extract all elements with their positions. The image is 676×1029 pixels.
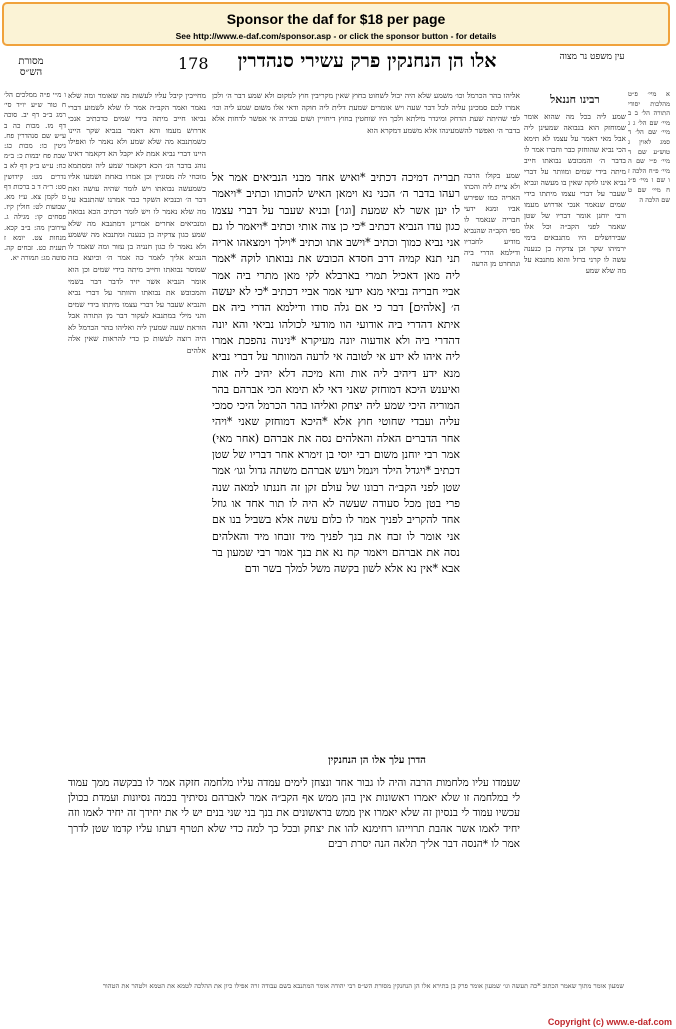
- rabbeinu-chananel-text: שמע ליה בכל מה שהוא אומר שמוחזק הוא בנבואה שמעינן ליה אבל מאי דאמר על עצמו לא תימא הכי נביא שהוחזק כבר וחברו אמר לו בדבר ה׳ והמכובש נבואתו חייב מיתה בידי שמים ומוותר על דברי נביא אינו לוקה שאין בו מעשה ונביא שעבר על דברי עצמו מיתתו בידי שמים שנאמר אנכי אדרוש מעמו ורבי יוחנן אומר דבריו של שטן שאמר לפני הקב״ה וכל אלו שבירושלים היו מתנבאים בימי ירמיהו שקר וכן צדקיה בן כנענה עשה לו קרני ברזל והוא מתנבא על מה שלא שמע: [524, 112, 626, 275]
- sponsor-banner[interactable]: [2, 2, 670, 46]
- rabbeinu-chananel-column: [524, 90, 626, 1008]
- hadran-heading: הדרן עלך אלו הן הנחנקין: [328, 755, 426, 766]
- gemara-main-text: תבריה דמיכה דכתיב *ואיש אחד מבני הנביאים אמר אל רעהו בדבר ה׳ הכני נא וימאן האיש להכותו וכתיב *ויאמר לו יען אשר לא שמעת [וגו׳] ובניא שעבר על דברי עצמו כגון עדו הנביא דכתיב *כי כן צוה אותי וכתיב *ויאמר לו גם אני נביא כמוך וכתיב *וישב אתו וכתיב *וילך וימצאהו אריה תני תנא קמיה דרב חסדא הכובש את נבואתו לוקה *אמר ליה מאן דאכיל תמרי בארבלא לקי מאן מתרי ביה אמר אביי חבריה נביאי מנא ידעי אמר אביי דכתיב *כי לא יעשה ה׳ [אלהים] דבר כי אם גלה סודו ודילמא הדרי ביה אם איתא דהדרי ביה אודועי הוו מודעי לכולהו נביאי והא יונה דהדרי ביה ולא אודעוה יונה מעיקרא *נינוה נהפכת אמרו ליה איהו לא ידע אי לטובה אי לרעה המוותר על דברי נביא מנא ידע דיהיב ליה אות והא מיכה דלא יהיב ליה אות ואיענש היכא דמוחזק שאני דאי לא תימא הכי אברהם בהר המוריה היכי שמע ליה יצחק ואליהו בהר הכרמל היכי סמכי עליה ועבדי שחוטי חוץ אלא *היכא דמוחזק שאני *ויהי אחר הדברים האלה והאלהים נסה את אברהם (אחר מאי) אמר רבי יוחנן משום רבי יוסי בן זימרא אחר דבריו של שטן דכתיב *ויגדל הילד ויגמל ויעש אברהם משתה גדול וגו׳ אמר שטן לפני הקב״ה רבונו של עולם זקן זה חננתו למאה שנה פרי בטן מכל סעודה שעשה לא היה לו תור אחד או גוזל אחד להקריב לפניך אמר לו כלום עשה אלא בשביל בנו אם אני אומר לו זבח את בנך לפניך מיד זובחו מיד והאלהים נסה את אברהם ויאמר קח נא את בנך אמר רבי שמעון בר אבא *אין נא אלא לשון בקשה משל למלך בשר ודם: [212, 171, 460, 576]
- sponsor-title[interactable]: Sponsor the daf for $18 per page: [226, 11, 446, 27]
- talmud-page: [2, 50, 670, 1012]
- ein-mishpat-column: א מיי׳ פ״ט מהלכות יסודי התורה הל׳ ב ב מיי׳ שם הל׳ ג ג מיי׳ שם הל׳ ד סמג לאוין ג טוש״ע שם ד מיי׳ פ״י שם ה מיי׳ פ״ח הלכה ז ו שם ז מיי׳ פ״ג ח מיי׳ שם ט שם הלכה ה: [628, 90, 670, 204]
- rabbeinu-chananel-title: רבינו חננאל: [550, 93, 600, 106]
- sponsor-subtitle[interactable]: See http://www.e-daf.com/sponsor.asp - or click the sponsor button - for details: [175, 31, 497, 41]
- masoret-hashas-column: ו מ״י פ״ה ממלכים הל׳ ח טור ש״ע יו״ד סי׳ רמג ב״ב דף יב. סוכה דף מז. מכות כה ב ע״ש שם סנהדרין פח. גיטין כו: מכות כג: שבת פח יבמות כ: ב״מ כח: ע״ש ב״ק דף לא ב נדרים מט: קידושין סט: ר״ה ד ב ברכות דף ט לקמן צא. ע״ז מא. שבועות לט: חולין קיז. פסחים קו: מגילה ג. עירובין מה: ב״ב קכא. מנחות צט. יומא ז תענית כט. זבחים קה. סוטה מג: תמורה יא.: [4, 91, 66, 263]
- commentary-top-block: אליהו בהר הכרמל וכו׳ משמע שלא היה יכול לשחוט בחוץ שאין מקריבין חוץ למקום ולא שמע דבר ה׳ ולכן אמרו לכם סמכינן עליה לכל דבר שעה ויש אומרים שמעת דלית ליה חוקה ודאי אלו משום שמע ליה וכו׳ לפי שהיתה שעת הדחק ומיגדר מילתא ולכך היו שוחטין בחוץ דיחויין ושום עבירה אי אפשר לדחות אלא בדבר ה׳ ואפשר להשמעינהו אלא משמע דמקרא הוא: [212, 91, 520, 135]
- footer-commentary: שמעון אומר מתוך שאמר הכתוב *כה תעשה וגו׳ שמעון אומר פרק בן בתירא אלו הן הנחנקין מסורת הש״ס רבי יהודה אומר המתנבא בשם עבודה זרה אפילו כיון את ההלכה לטמא את הטמא ולטהר את הטהור: [102, 982, 624, 990]
- gemara-lower-text: שעמדו עליו מלחמות הרבה והיה לו גבור אחד ונצחן לימים עמדה עליו מלחמה חזקה אמר לו בבקשה ממך עמוד לי במלחמה זו שלא יאמרו ראשונות אין בהן ממש אף הקב״ה אמר לאברהם נסיתיך בכמה נסיונות ועמדת בכולן עכשיו עמוד לי בנסיון זה שלא יאמרו אין ממש בראשונים את בנך בני שני בנים יש לי את יחידך זה יחיד לאמו וזה יחיד לאמו אשר אהבת תרוייהו רחימנא להו את יצחק ובכל כך למה כדי שלא תטרף דעתו עליו קדמו שטן לדרך אמר לו *הנסה דבר אליך תלאה הנה יסרת רבים: [68, 777, 520, 850]
- page-title: אלו הן הנחנקין פרק עשירי סנהדרין: [237, 50, 497, 72]
- masoret-hashas-title: מסורת הש״ס: [18, 56, 44, 78]
- page-number: 178: [178, 54, 209, 73]
- copyright-link[interactable]: Copyright (c) www.e-daf.com: [547, 1017, 672, 1027]
- inner-commentary-column: שמע בקולו הרבה ולא ציית ליה והכהו האריה כמו שפירש אביו ומנא ידעי חבריה שנאמר לו מפי הקב״ה שהנביא מודיע לחבריו ודילמא הדרי ביה ונתחרט מן הרעה: [464, 171, 520, 268]
- tosafot-column: מחייבין קיבל עליו לעשות מה שאומר ומה שלא נאמר ואמר הקב״ה אמר לו שלא לשמוע דברי נביאו חייב מיתה בידי שמים כדכתיב אנכי אדרוש מעמו והא דאמר בנביא שקר היינו כשמתנבא מה שלא שמע ולא נאמר לו ואפילו היינו דברי נביא אמת לא יקבל הא דקאמר דאינו נוהג בדבר הנ׳ הכא דקאמר שמע ליה ומסתמא מוכחי לה מסוגיין וכן אמרו באחת ושמעו אליו כשמעשה נבואתו ויש לומר שהיה עושה זאת דבר ה׳ ובנביא השקר כבר אמרנו שהתנבא על מה שלא נאמר לו ויש לומר דכתיב הכא נבואה ומנביאים אחרים אמרינן דמתנבא מה שלא שמע כגון צדקיה בן כנענה ומתנבא מה ששמע ולא נאמר לו כגון חנניה בן עזור ומה שאמר לו הנביא אליך לאמר כה אמר ה׳ וכיוצא בזה שמוסר נבואתו וחייב מיתה בידי שמים וכן הוא אומר הנביא אשר יזיד לדבר דבר בשמי והמכובש את נבואתו והוותר על דברי נביא והנביא שעבר על דברי עצמו מיתתו בידי שמים והני מילי במתנבא לעקור דבר מן התורה אבל הוראת שעה שמעין ליה ואליהו בהר הכרמל לא היה רוצה לעשות כן כדי להראות שאין אלה אלהים: [68, 91, 206, 356]
- ein-mishpat-title: עין משפט נר מצוה: [559, 52, 625, 62]
